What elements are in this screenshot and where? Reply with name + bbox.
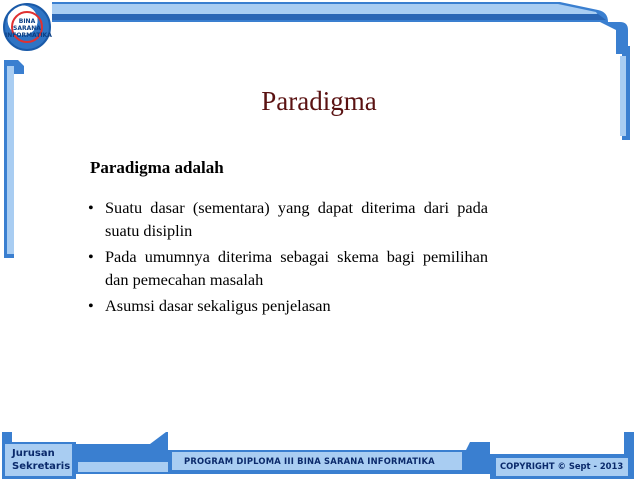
- footer-copyright: COPYRIGHT © Sept - 2013: [500, 461, 624, 471]
- slide-subtitle: Paradigma adalah: [90, 158, 224, 177]
- bullet-item: • Asumsi dasar sekaligus penjelasan: [88, 294, 488, 317]
- slide-title: Paradigma: [261, 86, 377, 116]
- bullet-item: • Pada umumnya diterima sebagai skema bagi pemilihan dan pemecahan masalah: [88, 245, 488, 291]
- logo: [3, 3, 51, 51]
- bullet-list: [88, 196, 488, 320]
- footer-dept-line1: Jurusan: [12, 448, 55, 459]
- footer-program: PROGRAM DIPLOMA III BINA SARANA INFORMATIKA: [184, 456, 435, 466]
- footer-department: [12, 447, 70, 473]
- bullet-item: • Suatu dasar (sementara) yang dapat diterima dari pada suatu disiplin: [88, 196, 488, 242]
- footer-dept-line2: Sekretaris: [12, 461, 71, 472]
- logo-text: BINA SARANA INFORMATIKA: [5, 18, 52, 39]
